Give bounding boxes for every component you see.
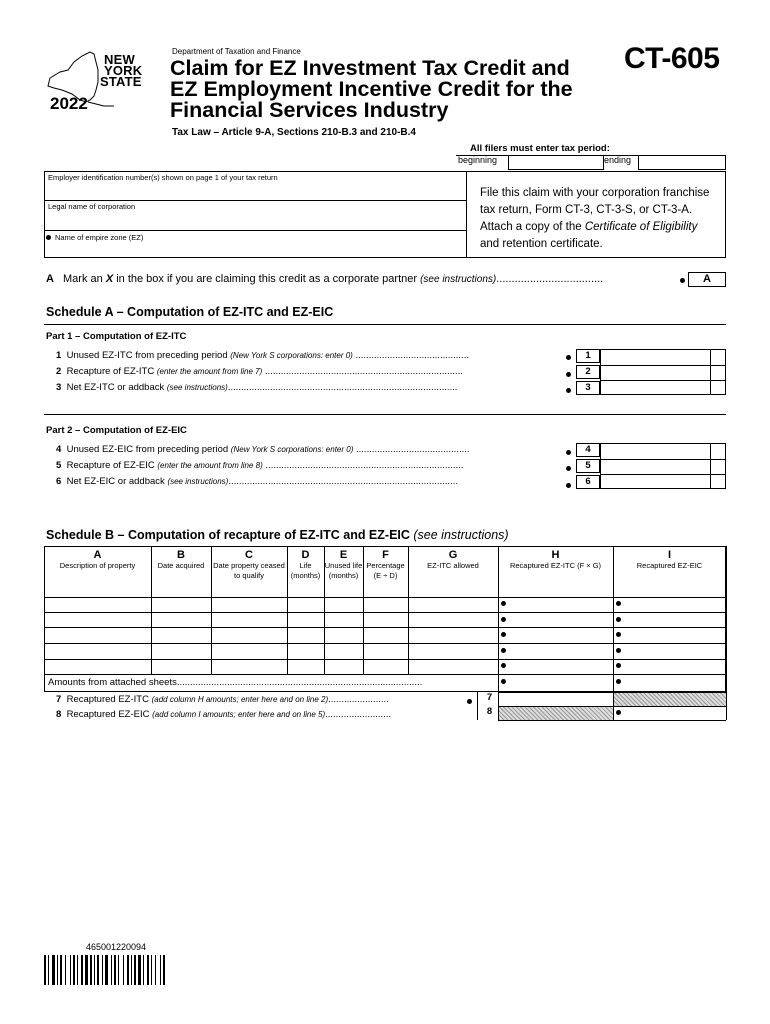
file-note-4: and retention certificate.: [480, 238, 603, 250]
line-3: 3 Net EZ-ITC or addback (see instructions).......................................................................................: [56, 382, 458, 393]
line-5: 5 Recapture of EZ-EIC (enter the amount from line 8) ...........................................................................: [56, 460, 464, 471]
form-number: CT-605: [624, 42, 720, 75]
barcode-number: 465001220094: [86, 942, 147, 952]
col-f-head: F Percentage (E ÷ D): [366, 549, 405, 580]
part-1-title: Part 1 – Computation of EZ-ITC: [46, 331, 187, 342]
tax-year: 2022: [50, 94, 88, 113]
line-2: 2 Recapture of EZ-ITC (enter the amount from line 7) ...........................................................................: [56, 366, 463, 377]
schedule-a-title: Schedule A – Computation of EZ-ITC and EZ-EIC: [46, 305, 334, 319]
line-7-amount-input[interactable]: [500, 693, 612, 705]
file-note-1: File this claim with your corporation franchise: [480, 187, 710, 199]
barcode: [44, 955, 194, 985]
line-a: A Mark an X in the box if you are claiming this credit as a corporate partner (see instructions)...................................: [46, 273, 604, 285]
line-1: 1 Unused EZ-ITC from preceding period (New York S corporations: enter 0) ...........................................: [56, 350, 469, 361]
line-6-amount-input[interactable]: [602, 475, 708, 488]
col-a-head: A Description of property: [59, 549, 136, 570]
logo-new: NEW: [104, 52, 135, 67]
logo-state: STATE: [100, 74, 142, 89]
ez-name-label: Name of empire zone (EZ): [55, 233, 144, 242]
line-8: 8 Recaptured EZ-EIC (add column I amounts; enter here and on line 5).........................: [56, 709, 392, 720]
beginning-label: beginning: [458, 155, 498, 165]
barcode-icon: [44, 955, 194, 985]
shaded-cell-line-7: [614, 693, 726, 706]
line-4-amount-input[interactable]: [602, 444, 708, 458]
form-title: [170, 58, 610, 121]
form-title-line-1: Claim for EZ Investment Tax Credit and: [170, 56, 570, 80]
schedule-b-row-3[interactable]: [46, 628, 496, 642]
legal-name-label: Legal name of corporation: [48, 202, 136, 211]
col-e-head: E Unused life (months): [324, 549, 363, 580]
schedule-b-row-4[interactable]: [46, 644, 496, 658]
shaded-cell-line-8: [499, 707, 613, 720]
line-7: 7 Recaptured EZ-ITC (add column H amounts; enter here and on line 2).......................: [56, 694, 389, 705]
ein-label: Employer identification number(s) shown on page 1 of your tax return: [48, 173, 278, 182]
schedule-b-row-5[interactable]: [46, 660, 496, 673]
part-2-title: Part 2 – Computation of EZ-EIC: [46, 425, 187, 436]
line-5-amount-input[interactable]: [602, 460, 708, 473]
col-g-head: G EZ-ITC allowed: [427, 549, 479, 570]
line-8-amount-input[interactable]: [621, 707, 725, 719]
col-b-head: B Date acquired: [157, 549, 205, 570]
schedule-b-row-2[interactable]: [46, 613, 496, 626]
schedule-b-row-1[interactable]: [46, 598, 496, 611]
line-3-amount-input[interactable]: [602, 381, 708, 394]
ez-name-input[interactable]: [55, 242, 462, 256]
file-note-3: Attach a copy of the Certificate of Eligibility: [480, 221, 698, 233]
schedule-b-title: Schedule B – Computation of recapture of EZ-ITC and EZ-EIC (see instructions): [46, 528, 509, 542]
filing-instructions: [480, 185, 730, 253]
col-d-head: D Life (months): [290, 549, 321, 580]
file-note-2: tax return, Form CT-3, CT-3-S, or CT-3-A.: [480, 204, 693, 216]
line-1-amount-input[interactable]: [602, 350, 708, 364]
attached-sheets-line: Amounts from attached sheets.............................................................................................: [48, 677, 423, 688]
col-h-head: H Recaptured EZ-ITC (F × G): [509, 549, 602, 570]
department-name: Department of Taxation and Finance: [172, 47, 301, 56]
line-4: 4 Unused EZ-EIC from preceding period (New York S corporations: enter 0) ...........................................: [56, 444, 470, 455]
col-c-head: C Date property ceased to qualify: [213, 549, 285, 580]
tax-period-heading: All filers must enter tax period:: [470, 143, 610, 154]
ending-label: ending: [604, 155, 632, 165]
nys-logo: [42, 48, 152, 116]
period-ending-input[interactable]: [638, 155, 726, 170]
legal-name-input[interactable]: [48, 212, 462, 228]
line-2-amount-input[interactable]: [602, 366, 708, 379]
line-6: 6 Net EZ-EIC or addback (see instructions).......................................................................................: [56, 476, 458, 487]
col-i-head: I Recaptured EZ-EIC: [636, 549, 703, 570]
ein-input[interactable]: [48, 183, 462, 199]
tax-law-reference: Tax Law – Article 9-A, Sections 210-B.3 and 210-B.4: [172, 127, 416, 138]
period-beginning-input[interactable]: [508, 155, 604, 170]
form-title-line-2: EZ Employment Incentive Credit for the: [170, 77, 573, 101]
required-bullet: [46, 235, 51, 240]
form-title-line-3: Financial Services Industry: [170, 98, 449, 122]
logo-york: YORK: [104, 63, 143, 78]
corporate-partner-checkbox[interactable]: A: [688, 272, 726, 287]
